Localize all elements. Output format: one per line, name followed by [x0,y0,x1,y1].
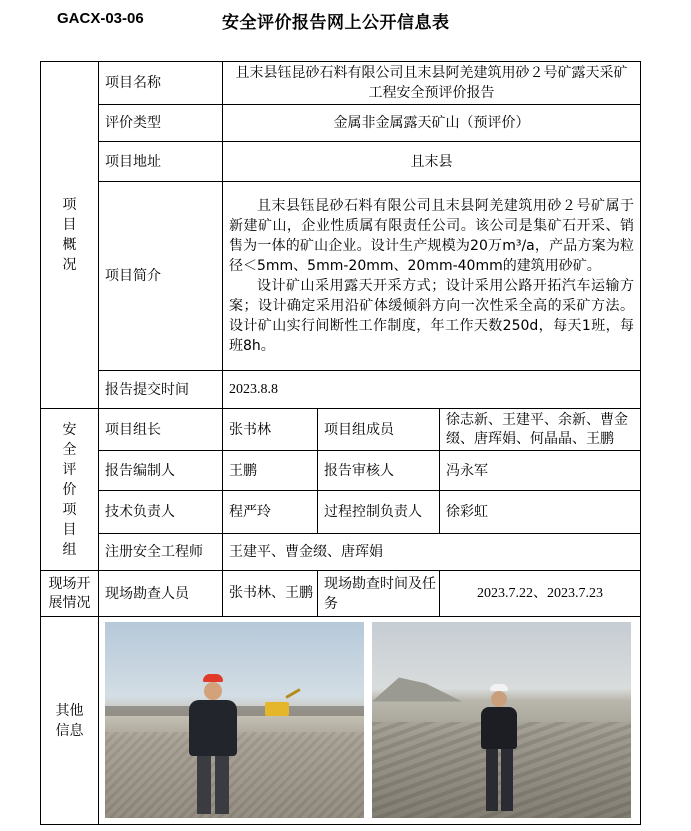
overview-section-label: 项 目 概 况 [41,62,99,409]
survey-time-label: 现场勘查时间及任务 [318,571,440,617]
survey-time-value: 2023.7.22、2023.7.23 [440,571,641,617]
survey-staff-label: 现场勘查人员 [99,571,223,617]
tech-lead-label: 技术负责人 [99,491,223,534]
site-photo-1 [105,622,364,818]
tech-lead-value: 程严玲 [223,491,318,534]
info-table [40,61,641,825]
person-icon [474,684,524,816]
address-value: 且末县 [223,142,641,182]
team-section-label: 安 全 评 价 项 目 组 [41,409,99,571]
submit-time-value: 2023.8.8 [223,371,641,409]
photos-cell [99,617,641,825]
page-title: 安全评价报告网上公开信息表 [222,13,450,33]
excavator-icon [265,702,289,716]
eval-type-label: 评价类型 [99,105,223,142]
intro-paragraph-1: 且末县钰昆砂石料有限公司且末县阿羌建筑用砂２号矿属于新建矿山，企业性质属有限责任公司。该公司是集矿石开采、销售为一体的矿山企业。设计生产规模为20万m³/a，产品方案为粒径＜5mm、5mm-20mm、20mm-40mm的建筑用砂矿。 [229,198,634,274]
survey-staff-value: 张书林、王鹏 [223,571,318,617]
intro-label: 项目简介 [99,182,223,371]
reviewer-value: 冯永军 [440,451,641,491]
engineers-label: 注册安全工程师 [99,534,223,571]
project-name-label: 项目名称 [99,62,223,105]
form-code: GACX-03-06 [57,10,144,27]
project-name-value: 且末县钰昆砂石料有限公司且末县阿羌建筑用砂２号矿露天采矿工程安全预评价报告 [223,62,641,105]
site-section-label: 现场开展情况 [41,571,99,617]
other-section-label: 其他信息 [41,617,99,825]
address-label: 项目地址 [99,142,223,182]
site-photo-2 [372,622,631,818]
author-value: 王鹏 [223,451,318,491]
leader-value: 张书林 [223,409,318,451]
members-label: 项目组成员 [318,409,440,451]
process-control-value: 徐彩虹 [440,491,641,534]
intro-paragraph-2: 设计矿山采用露天开采方式；设计采用公路开拓汽车运输方案；设计确定采用沿矿体缓倾斜方向一次性采全高的采矿方法。设计矿山实行间断性工作制度，年工作天数250d，每天1班，每班8h。 [229,278,634,354]
eval-type-value: 金属非金属露天矿山（预评价） [223,105,641,142]
submit-time-label: 报告提交时间 [99,371,223,409]
reviewer-label: 报告审核人 [318,451,440,491]
engineers-value: 王建平、曹金缀、唐珲娟 [223,534,641,571]
person-icon [183,674,243,818]
process-control-label: 过程控制负责人 [318,491,440,534]
members-value: 徐志新、王建平、余新、曹金缀、唐珲娟、何晶晶、王鹏 [440,409,641,451]
intro-text [223,182,641,371]
author-label: 报告编制人 [99,451,223,491]
leader-label: 项目组长 [99,409,223,451]
